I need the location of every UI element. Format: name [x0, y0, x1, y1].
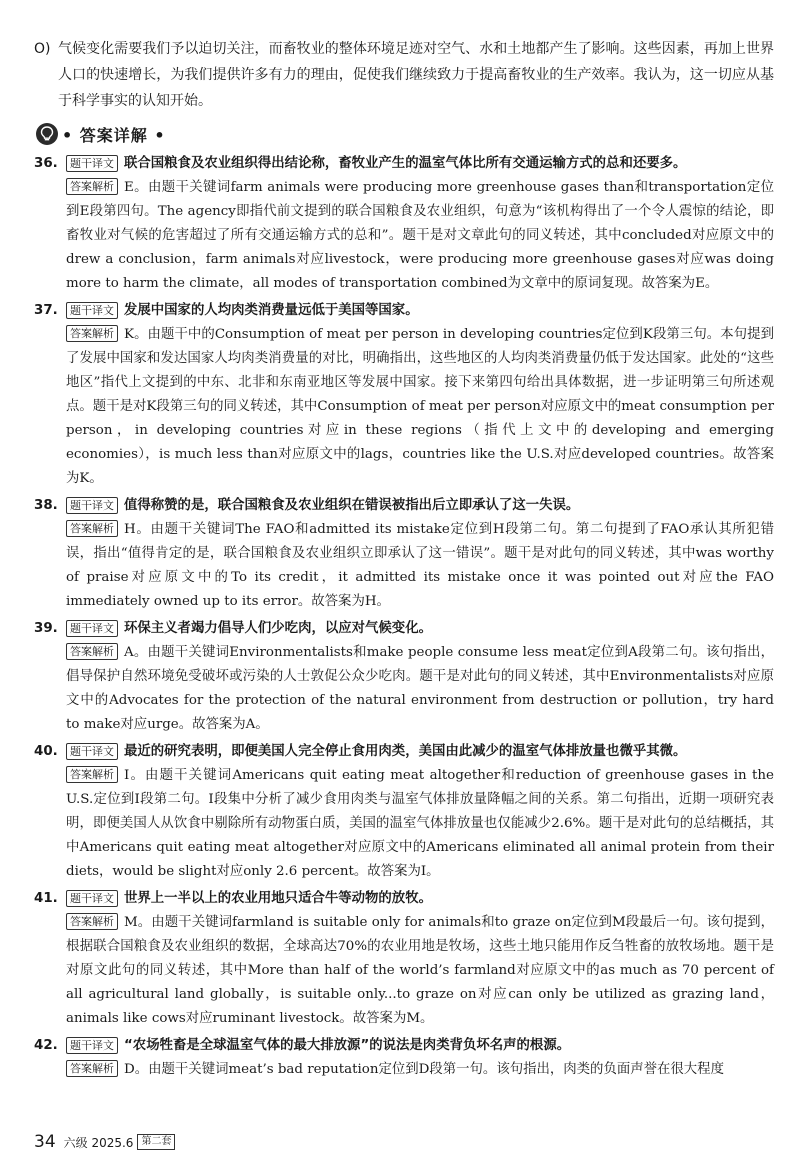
- list-item: [34, 494, 774, 614]
- lightbulb-icon: [36, 123, 58, 145]
- question-translation-tag: 题干译文: [66, 497, 118, 514]
- list-item: [34, 740, 774, 884]
- section-header: [36, 121, 166, 147]
- question-number: 41.: [34, 891, 58, 906]
- question-translation: 联合国粮食及农业组织得出结论称，畜牧业产生的温室气体比所有交通运输方式的总和还要多。: [124, 156, 687, 171]
- list-item: [34, 617, 774, 737]
- answer-analysis-tag: 答案解析: [66, 643, 118, 660]
- question-number: 36.: [34, 156, 58, 171]
- answer-analysis-tag: 答案解析: [66, 520, 118, 537]
- question-translation-tag: 题干译文: [66, 743, 118, 760]
- list-item: [34, 299, 774, 491]
- question-number: 37.: [34, 303, 58, 318]
- list-item: [34, 887, 774, 1031]
- question-number: 42.: [34, 1038, 58, 1053]
- answer-analysis: M。由题干关键词farmland is suitable only for animals和to graze on定位到M段最后一句。该句提到，根据联合国粮食及农业组织的数据，全球高达70%的农业用地是牧场，这些土地只能用作反刍牲畜的放牧场地。题干是对原文此句的同义转述，其中More than half of the world’s farmland对应原文中的as much as 70 percent of all agricultural land globally，is suitable only...to graze on对应can only be utilized as grazing land，animals like cows对应ruminant livestock。故答案为M。: [66, 915, 774, 1026]
- page-number: 34: [34, 1132, 56, 1152]
- answer-analysis: K。由题干中的Consumption of meat per person in developing countries定位到K段第三句。本句提到了发展中国家和发达国家人均肉类消费量的对比，明确指出，这些地区的人均肉类消费量仍低于发达国家。此处的“这些地区”指代上文提到的中东、北非和东南亚地区等发展中国家。接下来第四句给出具体数据，进一步证明第三句所述观点。题干是对K段第三句的同义转述，其中Consumption of meat per person对应原文中的meat consumption per person，in developing countries对应in these regions（指代上文中的developing and emerging economies），is much less than对应原文中的lags，countries like the U.S.对应developed countries。故答案为K。: [66, 327, 774, 486]
- paragraph-o: [34, 36, 774, 114]
- paragraph-text: 气候变化需要我们予以迫切关注，而畜牧业的整体环境足迹对空气、水和土地都产生了影响。这些因素，再加上世界人口的快速增长，为我们提供许多有力的理由，促使我们继续致力于提高畜牧业的生产效率。我认为，这一切应从基于科学事实的认知开始。: [58, 41, 774, 109]
- answer-analysis-tag: 答案解析: [66, 913, 118, 930]
- answer-analysis: H。由题干关键词The FAO和admitted its mistake定位到H段第二句。第二句提到了FAO承认其所犯错误，指出“值得肯定的是，联合国粮食及农业组织立即承认了这一错误”。题干是对此句的同义转述，其中was worthy of praise对应原文中的To its credit，it admitted its mistake once it was pointed out对应the FAO immediately owned up to its error。故答案为H。: [66, 522, 774, 609]
- answer-analysis: D。由题干关键词meat’s bad reputation定位到D段第一句。该句指出，肉类的负面声誉在很大程度: [124, 1062, 724, 1077]
- question-translation: “农场牲畜是全球温室气体的最大排放源”的说法是肉类背负坏名声的根源。: [124, 1038, 571, 1053]
- question-translation: 环保主义者竭力倡导人们少吃肉，以应对气候变化。: [124, 621, 432, 636]
- list-item: [34, 1034, 774, 1082]
- answer-analysis-tag: 答案解析: [66, 325, 118, 342]
- question-number: 38.: [34, 498, 58, 513]
- question-translation-tag: 题干译文: [66, 890, 118, 907]
- question-translation-tag: 题干译文: [66, 620, 118, 637]
- paragraph-label: O): [34, 41, 51, 57]
- answer-analysis: E。由题干关键词farm animals were producing more greenhouse gases than和transportation定位到E段第四句。The agency即指代前文提到的联合国粮食及农业组织，句意为“该机构得出了一个令人震惊的结论，即畜牧业对气候的危害超过了所有交通运输方式的总和”。题干是对文章此句的同义转述，其中concluded对应原文中的drew a conclusion，farm animals对应livestock，were producing more greenhouse gases对应was doing more to harm the climate，all modes of transportation combined为文章中的原词复现。故答案为E。: [66, 180, 774, 291]
- question-translation-tag: 题干译文: [66, 1037, 118, 1054]
- answer-analysis-tag: 答案解析: [66, 178, 118, 195]
- question-translation: 值得称赞的是，联合国粮食及农业组织在错误被指出后立即承认了这一失误。: [124, 498, 580, 513]
- question-translation-tag: 题干译文: [66, 302, 118, 319]
- answer-list: [34, 152, 774, 1085]
- question-number: 40.: [34, 744, 58, 759]
- question-translation: 发展中国家的人均肉类消费量远低于美国等国家。: [124, 303, 419, 318]
- footer-volume-tag: 第二套: [137, 1134, 175, 1150]
- answer-analysis: I。由题干关键词Americans quit eating meat altogether和reduction of greenhouse gases in the U.S.定位到I段第二句。I段集中分析了减少食用肉类与温室气体排放量降幅之间的关系。第二句指出，近期一项研究表明，即便美国人从饮食中剔除所有动物蛋白质，美国的温室气体排放量也仅能减少2.6%。题干是对此句的总结概括，其中Americans quit eating meat altogether对应原文中的Americans eliminated all animal protein from their diets，would be slight对应only 2.6 percent。故答案为I。: [66, 768, 774, 879]
- question-translation: 最近的研究表明，即便美国人完全停止食用肉类，美国由此减少的温室气体排放量也微乎其微。: [124, 744, 687, 759]
- footer-meta: 六级 2025.6: [63, 1135, 134, 1150]
- section-title: • 答案详解 •: [62, 125, 166, 145]
- answer-analysis: A。由题干关键词Environmentalists和make people consume less meat定位到A段第二句。该句指出，倡导保护自然环境免受破坏或污染的人士敦促公众少吃肉。题干是对此句的同义转述，其中Environmentalists对应原文中的Advocates for the protection of the natural environment from destruction or pollution，try hard to make对应urge。故答案为A。: [66, 645, 774, 732]
- answer-analysis-tag: 答案解析: [66, 1060, 118, 1077]
- question-number: 39.: [34, 621, 58, 636]
- list-item: [34, 152, 774, 296]
- page-footer: [34, 1132, 175, 1152]
- answer-analysis-tag: 答案解析: [66, 766, 118, 783]
- question-translation-tag: 题干译文: [66, 155, 118, 172]
- question-translation: 世界上一半以上的农业用地只适合牛等动物的放牧。: [124, 891, 432, 906]
